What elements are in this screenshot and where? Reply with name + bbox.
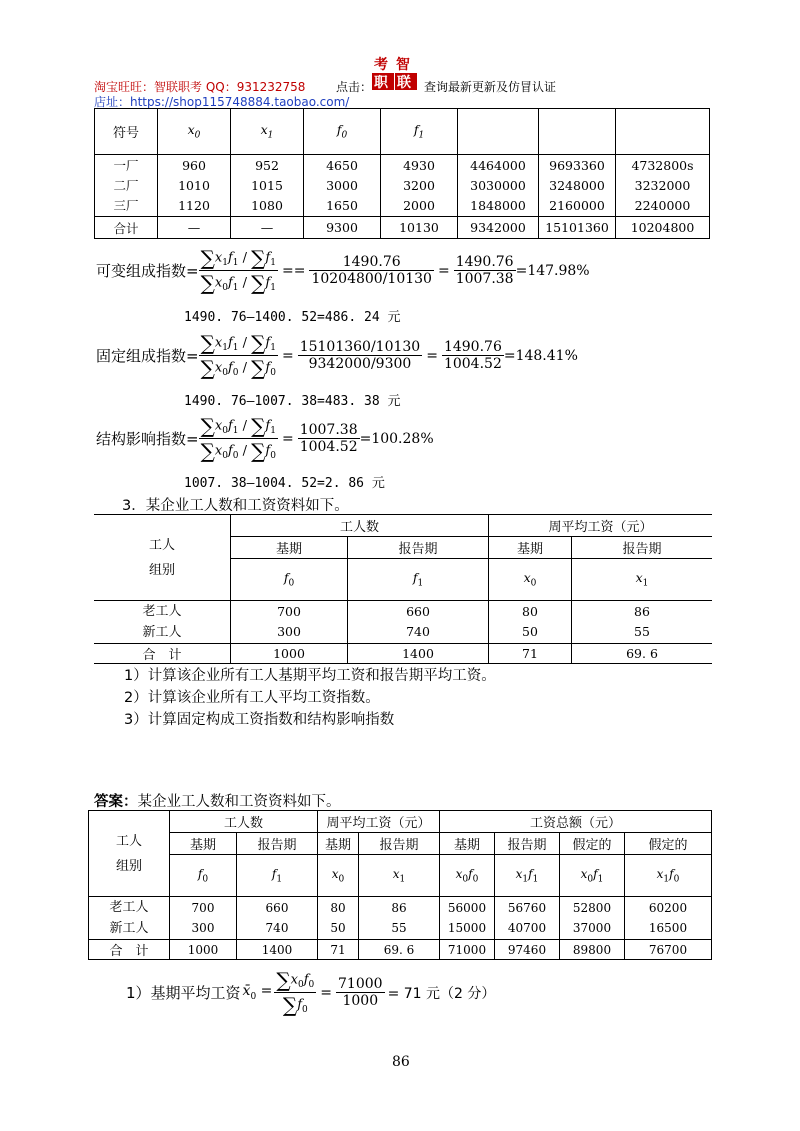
page-number: 86 — [392, 1054, 410, 1070]
table-cell: 71000 — [440, 940, 495, 960]
header-cell: 报告期 — [572, 537, 713, 559]
equation-diff: 1490. 76—1400. 52=486. 24 元 — [184, 310, 401, 325]
table-cell: 9300 — [304, 217, 381, 239]
answer-line-1: 1）基期平均工资 $x̄_0$ = $\frac{\sum x_0f_0}{\sum f_0}$ = $\frac{71000}{1000}$ = 71 元（2 分） — [126, 968, 496, 1017]
symbol-cell: $x_1f_1$ — [495, 855, 560, 897]
table-cell: 69. 6 — [359, 940, 440, 960]
svg-text:考: 考 — [374, 57, 388, 73]
table-answer — [88, 810, 712, 960]
table-cell: 80 50 — [318, 897, 359, 940]
table-workers — [94, 514, 712, 664]
symbol-cell: $f_1$ — [348, 559, 489, 601]
question-item: 3）计算固定构成工资指数和结构影响指数 — [124, 712, 395, 728]
symbol-cell: $x_0f_0$ — [440, 855, 495, 897]
header-cell: $f_1$ — [381, 109, 458, 155]
shop-info: 淘宝旺旺：智联职考 QQ：931232758 — [94, 80, 306, 94]
table-cell: 52800 37000 — [560, 897, 625, 940]
table-cell: 4930 3200 2000 — [381, 155, 458, 217]
svg-text:智: 智 — [396, 57, 410, 73]
table-cell: 10130 — [381, 217, 458, 239]
table-cell: 86 55 — [359, 897, 440, 940]
table-cell: 60200 16500 — [625, 897, 712, 940]
group-label: 工人 组别 — [89, 811, 170, 897]
table-cell: 56000 15000 — [440, 897, 495, 940]
table-cell: 合计 — [95, 217, 158, 239]
table-cell: 71 — [489, 644, 572, 664]
symbol-cell: $x_0$ — [489, 559, 572, 601]
table-cell: 1000 — [170, 940, 237, 960]
symbol-cell: $f_0$ — [231, 559, 348, 601]
header-cell — [539, 109, 616, 155]
symbol-cell: $f_0$ — [170, 855, 237, 897]
table-cell: 4650 3000 1650 — [304, 155, 381, 217]
table-cell: — — [231, 217, 304, 239]
table-cell: 9693360 3248000 2160000 — [539, 155, 616, 217]
table-cell: 71 — [318, 940, 359, 960]
table-cell: 56760 40700 — [495, 897, 560, 940]
logo-icon[interactable] — [372, 55, 418, 91]
header-cell: 报告期 — [359, 833, 440, 855]
equation-fixed-index: 固定组成指数= $\frac{\sum x_1f_1 / \sum f_1}{\sum x_0f_0 / \sum f_0}$ = $\frac{15101360/10130}{9342000/9300}$ = $\frac{1490.76}{1004.52}$ =148.41% — [96, 331, 578, 380]
table-cell: 4464000 3030000 1848000 — [458, 155, 539, 217]
svg-text:职: 职 — [374, 75, 388, 91]
header-cell: 工资总额（元） — [440, 811, 712, 833]
header-cell: $f_0$ — [304, 109, 381, 155]
header-cell: 符号 — [95, 109, 158, 155]
table-cell: 10204800 — [616, 217, 710, 239]
table-cell: 76700 — [625, 940, 712, 960]
answer-title: 答案：某企业工人数和工资资料如下。 — [94, 794, 341, 810]
table-cell: — — [158, 217, 231, 239]
question-title: 3．某企业工人数和工资资料如下。 — [122, 498, 349, 514]
table-cell: 960 1010 1120 — [158, 155, 231, 217]
table-cell: 老工人 新工人 — [94, 601, 231, 644]
header-cell: 基期 — [318, 833, 359, 855]
table-cell: 700 300 — [170, 897, 237, 940]
svg-text:联: 联 — [397, 75, 411, 91]
equation-diff: 1007. 38—1004. 52=2. 86 元 — [184, 476, 385, 491]
header-cell: 工人数 — [231, 515, 489, 537]
table-cell: 9342000 — [458, 217, 539, 239]
table-cell: 69. 6 — [572, 644, 713, 664]
table-cell: 80 50 — [489, 601, 572, 644]
header-cell: 假定的 — [560, 833, 625, 855]
equation-diff: 1490. 76—1007. 38=483. 38 元 — [184, 394, 401, 409]
symbol-cell: $x_0f_1$ — [560, 855, 625, 897]
header-cell: 报告期 — [237, 833, 318, 855]
header-cell: 周平均工资（元） — [489, 515, 713, 537]
header-cell: 报告期 — [495, 833, 560, 855]
table-cell: 660 740 — [348, 601, 489, 644]
question-item: 2）计算该企业所有工人平均工资指数。 — [124, 690, 380, 706]
table-cell: 15101360 — [539, 217, 616, 239]
table-cell: 660 740 — [237, 897, 318, 940]
symbol-cell: $x_1$ — [572, 559, 713, 601]
symbol-cell: $x_1f_0$ — [625, 855, 712, 897]
table-cell: 老工人 新工人 — [89, 897, 170, 940]
table-cell: 合 计 — [89, 940, 170, 960]
table-cell: 4732800s 3232000 2240000 — [616, 155, 710, 217]
table-cell: 合 计 — [94, 644, 231, 664]
table-cell: 1400 — [237, 940, 318, 960]
symbol-cell: $x_0$ — [318, 855, 359, 897]
table-cell: 1400 — [348, 644, 489, 664]
header-cell: 基期 — [170, 833, 237, 855]
table-cell: 86 55 — [572, 601, 713, 644]
group-label: 工人 组别 — [94, 515, 231, 601]
header-cell: 基期 — [489, 537, 572, 559]
header-cell — [616, 109, 710, 155]
symbol-cell: $x_1$ — [359, 855, 440, 897]
click-label: 点击： — [336, 80, 373, 94]
header-cell: 工人数 — [170, 811, 318, 833]
header-cell: $x_1$ — [231, 109, 304, 155]
equation-structure-index: 结构影响指数= $\frac{\sum x_0f_1 / \sum f_1}{\sum x_0f_0 / \sum f_0}$ = $\frac{1007.38}{1004.52}$ =100.28% — [96, 414, 434, 463]
header-cell: $x_0$ — [158, 109, 231, 155]
table-factory — [94, 108, 710, 239]
table-cell: 952 1015 1080 — [231, 155, 304, 217]
header-cell: 报告期 — [348, 537, 489, 559]
answer-label: 答案： — [94, 794, 138, 810]
table-cell: 一厂 二厂 三厂 — [95, 155, 158, 217]
header-cell — [458, 109, 539, 155]
shop-url-link[interactable]: 店址：https://shop115748884.taobao.com/ — [94, 95, 350, 109]
query-link[interactable]: 查询最新更新及仿冒认证 — [424, 80, 557, 94]
table-cell: 97460 — [495, 940, 560, 960]
symbol-cell: $f_1$ — [237, 855, 318, 897]
header-cell: 周平均工资（元） — [318, 811, 440, 833]
header-cell: 基期 — [231, 537, 348, 559]
question-item: 1）计算该企业所有工人基期平均工资和报告期平均工资。 — [124, 668, 496, 684]
header-cell: 假定的 — [625, 833, 712, 855]
table-cell: 1000 — [231, 644, 348, 664]
table-cell: 89800 — [560, 940, 625, 960]
equation-variable-index: 可变组成指数= $\frac{\sum x_1f_1 / \sum f_1}{\sum x_0f_1 / \sum f_1}$ == $\frac{1490.76}{10204800/10130}$ = $\frac{1490.76}{1007.38}$ =147.98% — [96, 246, 590, 295]
table-cell: 700 300 — [231, 601, 348, 644]
header-cell: 基期 — [440, 833, 495, 855]
